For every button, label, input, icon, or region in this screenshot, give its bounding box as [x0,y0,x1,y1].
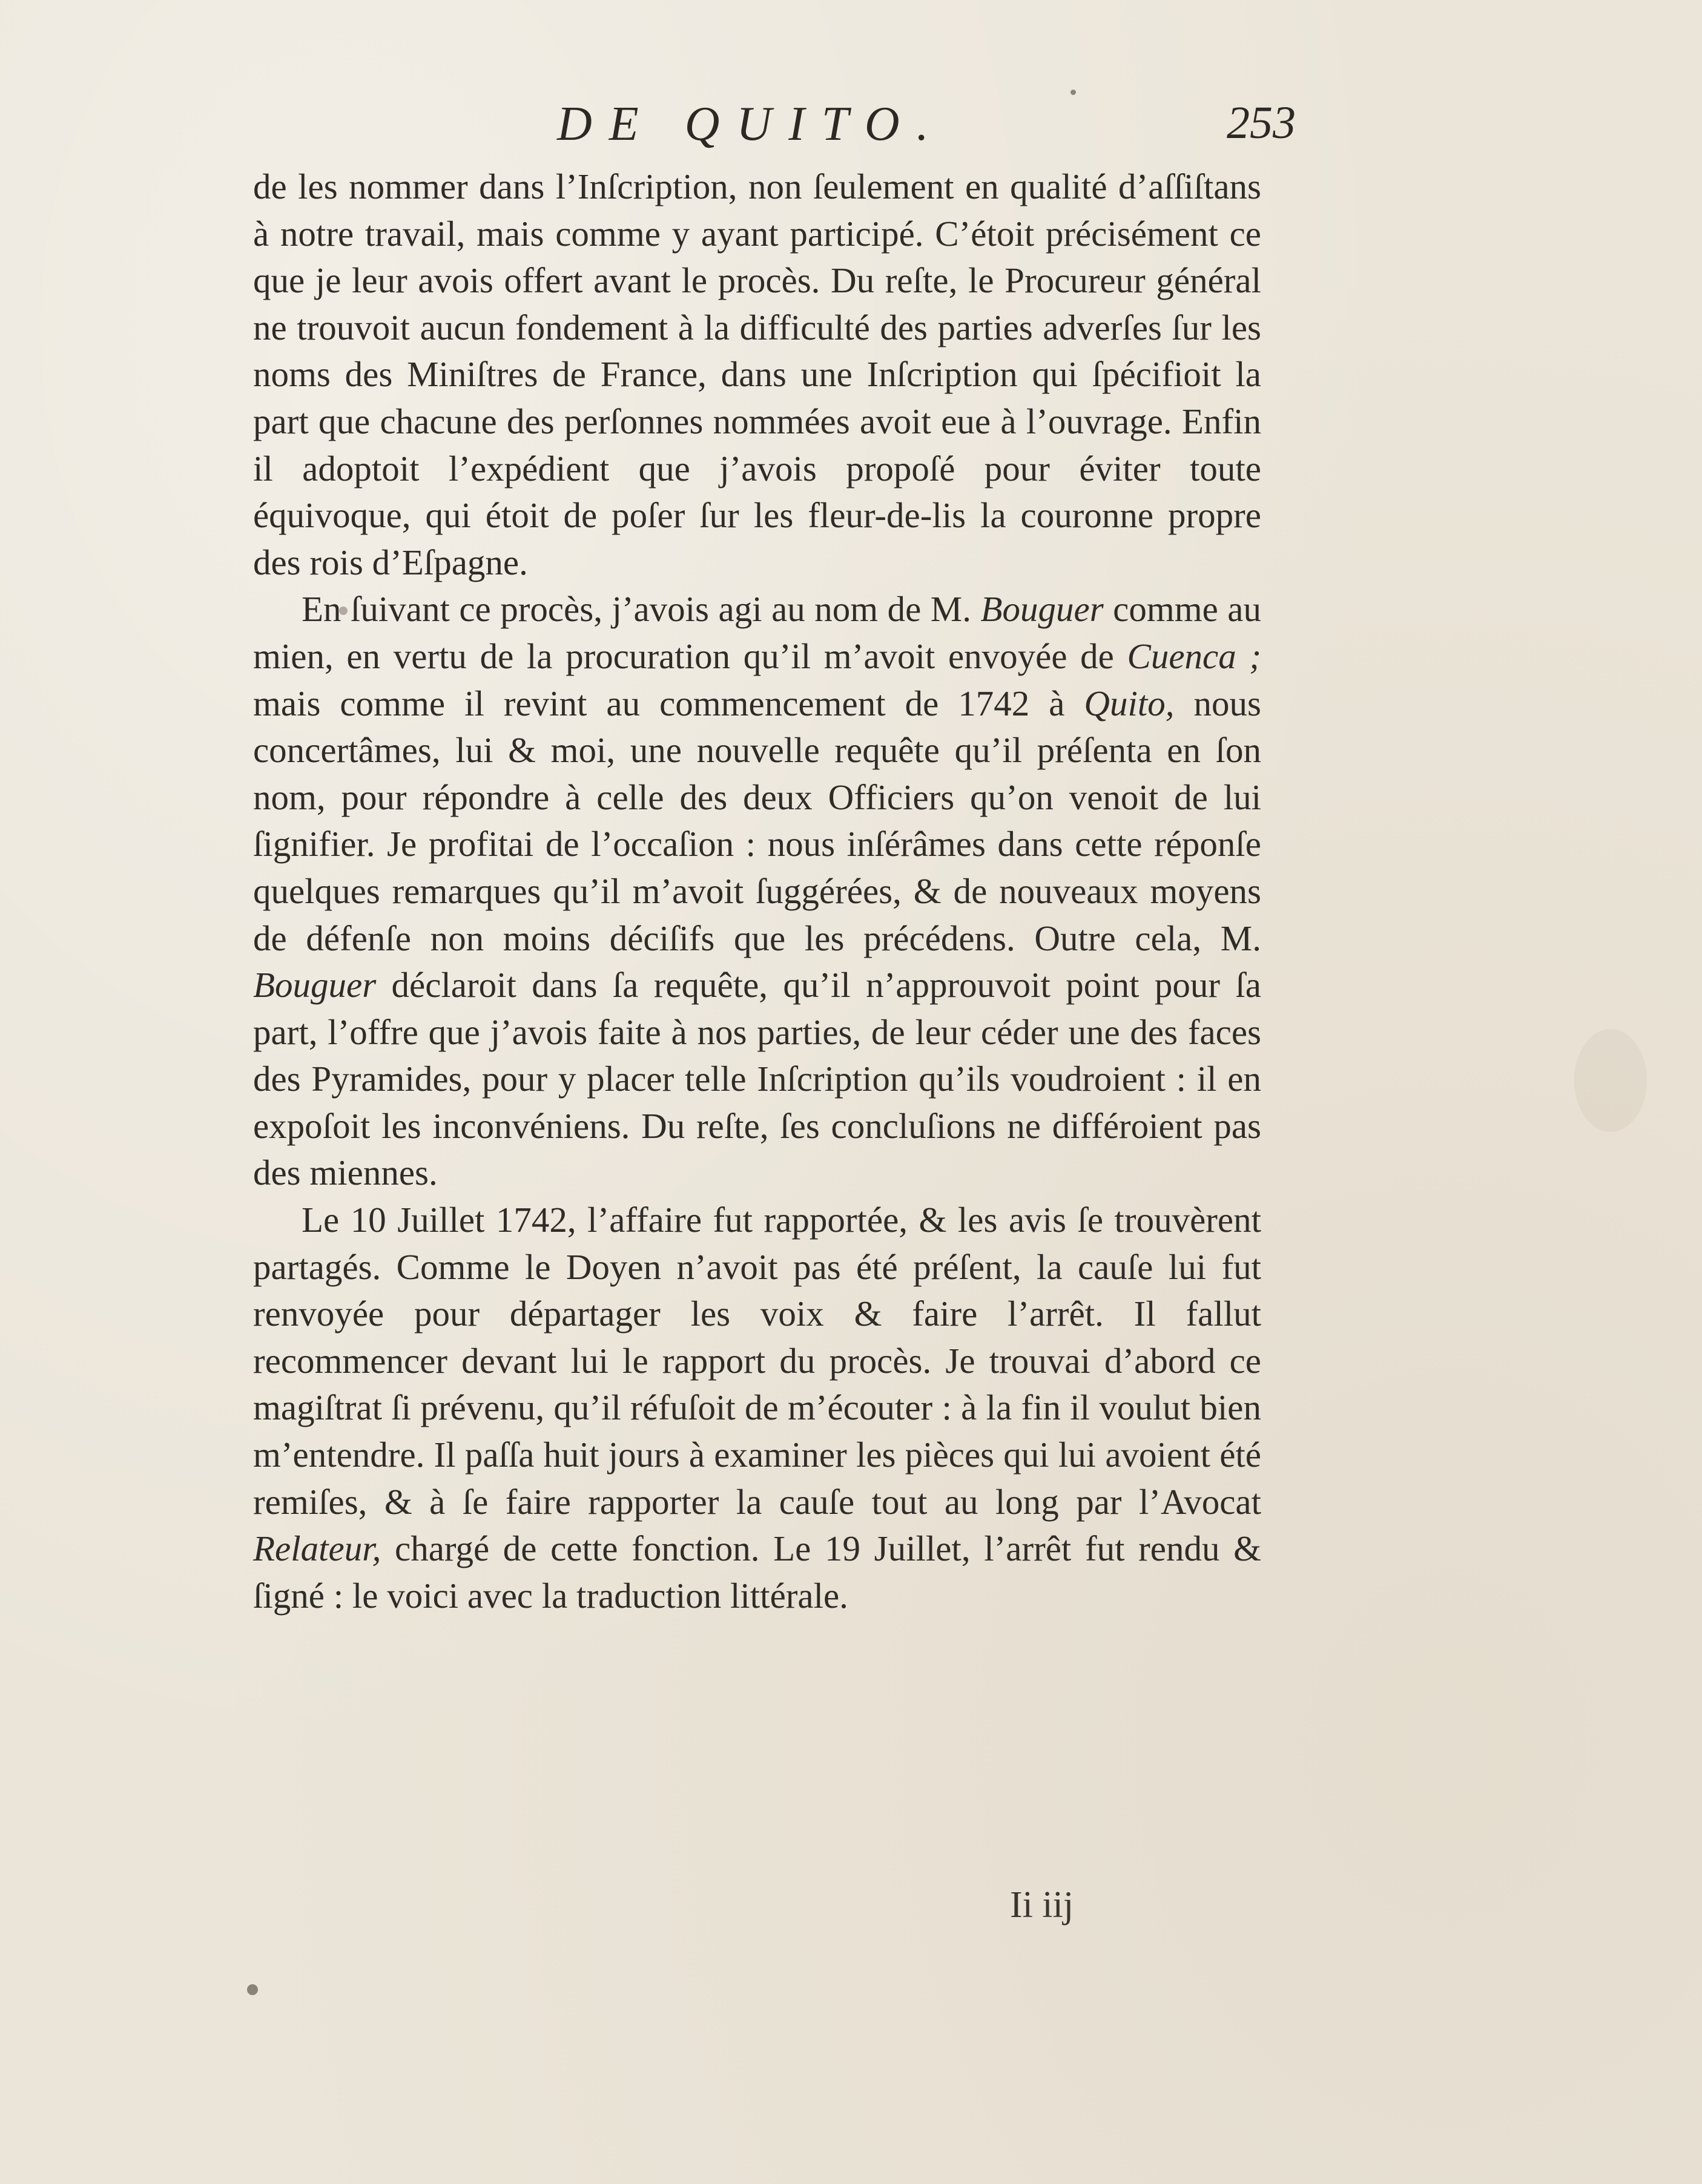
text-run: nous concertâmes, lui & moi, une nouvelle requête qu’il préſenta en ſon nom, pour répondre à celle des deux Officiers qu’on venoit de lui ſignifier. Je profitai de l’occaſion : nous inſérâmes dans cette réponſe quelques remarques qu’il m’avoit ſuggérées, & de nouveaux moyens de défenſe non moins déciſifs que les précédens. Outre cela, M. [253,683,1261,958]
ink-speck [1070,90,1076,95]
ink-speck [339,607,348,615]
text-run: de les nommer dans l’Inſcription, non ſeulement en qualité d’aſſiſtans à notre travail, mais comme y ayant participé. C’étoit précisément ce que je leur avois offert avant le procès. Du reſte, le Procureur général ne trouvoit aucun fondement à la difficulté des parties adverſes ſur les noms des Miniſtres de France, dans une Inſcription qui ſpécifioit la part que chacune des perſonnes nommées avoit eue à l’ouvrage. Enfin il adoptoit l’expédient que j’avois propoſé pour éviter toute équivoque, qui étoit de poſer ſur les fleur-de-lis la couronne propre des rois d’Eſpagne. [253,166,1261,582]
text-run: Le 10 Juillet 1742, l’affaire fut rapportée, & les avis ſe trouvèrent partagés. Comme le Doyen n’avoit pas été préſent, la cauſe lui fut renvoyée pour départager les voix & faire l’arrêt. Il fallut recommencer devant lui le rapport du procès. Je trouvai d’abord ce magiſtrat ſi prévenu, qu’il réfuſoit de m’écouter : à la fin il voulut bien m’entendre. Il paſſa huit jours à examiner les pièces qui lui avoient été remiſes, & à ſe faire rapporter la cauſe tout au long par l’Avocat [253,1200,1261,1522]
running-head [248,97,1296,163]
page-number: 253 [1227,97,1296,148]
text-run: En ſuivant ce procès, j’avois agi au nom de M. [302,589,981,630]
paragraph-3 [253,1197,1261,1619]
text-run: déclaroit dans ſa requête, qu’il n’approuvoit point pour ſa part, l’offre que j’avois faite à nos parties, de leur céder une des faces des Pyramides, pour y placer telle Inſcription qu’ils voudroient : il en expoſoit les inconvéniens. Du reſte, ſes concluſions ne différoient pas des miennes. [253,965,1261,1193]
signature-mark: Ii iij [1010,1884,1074,1926]
place-name-cuenca: Cuenca ; [1127,636,1262,676]
ink-speck [247,1984,258,1995]
text-run: mais comme il revint au commencement de 1742 à [253,683,1084,723]
paragraph-1 [253,163,1261,586]
ink-speck [1574,1029,1647,1132]
body-text [253,163,1261,1619]
person-name-bouguer: Bouguer [980,589,1104,630]
title-relateur: Relateur, [253,1528,381,1569]
text-run: comme au mien, en vertu de la procuration qu’il m’avoit envoyée de [253,589,1261,676]
text-run: chargé de cette fonction. Le 19 Juillet, l’arrêt fut rendu & ſigné : le voici avec la traduction littérale. [253,1528,1261,1616]
running-title: DE QUITO. [557,97,946,151]
paragraph-2 [253,586,1261,1197]
person-name-bouguer: Bouguer [253,965,377,1005]
place-name-quito: Quito, [1084,683,1175,723]
